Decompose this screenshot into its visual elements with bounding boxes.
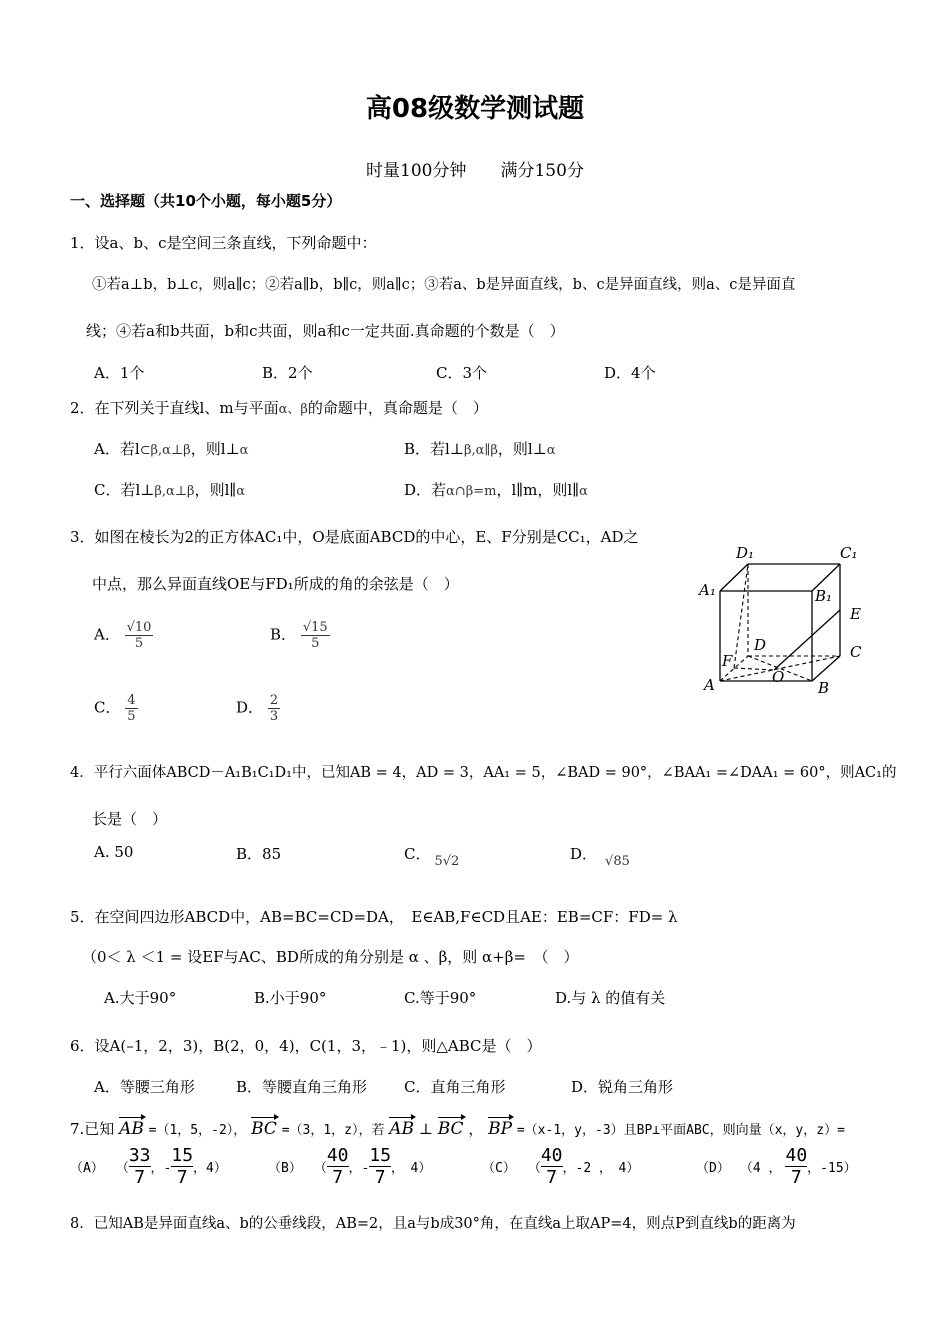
q3-option-a <box>94 620 153 651</box>
label-o: O <box>772 668 785 686</box>
q5-option-b: B.小于90° <box>254 989 327 1007</box>
q2-c-mid: ，则l∥ <box>194 481 237 499</box>
q4-line1: 4．平行六面体ABCD－A₁B₁C₁D₁中，已知AB = 4，AD = 3，AA₁ = 5，∠BAD = 90°，∠BAA₁ =∠DAA₁ = 60°，则AC₁的 <box>70 765 897 781</box>
q4-c-value: 5√2 <box>434 854 460 869</box>
q6-option-b: B．等腰直角三角形 <box>236 1078 368 1096</box>
q4-option-d <box>570 843 630 869</box>
q4-option-a: A. 50 <box>94 843 134 861</box>
q2-a-end: α <box>239 443 249 458</box>
q7-perp: ⊥ <box>418 1120 433 1138</box>
q7-option-b <box>268 1142 431 1190</box>
q7-b-end: ， 4） <box>391 1160 432 1176</box>
q3-d-fraction <box>268 693 280 724</box>
q7-d-open: （4 ， <box>739 1160 782 1176</box>
cube-figure <box>690 540 870 705</box>
q7-vec-bc-2: BC <box>437 1119 464 1139</box>
q3-a-fraction <box>125 620 154 651</box>
label-b1: B₁ <box>815 587 833 605</box>
q1-option-d: D．4个 <box>604 364 656 382</box>
page-title: 高08级数学测试题 <box>365 94 585 124</box>
q7-c-frac1 <box>541 1145 563 1188</box>
q2-a-mid: ，则l⊥ <box>190 440 240 458</box>
q3-d-num: 2 <box>269 693 279 708</box>
q2-a-pre: A．若l <box>94 440 140 458</box>
q2-option-c <box>94 479 245 500</box>
q7-b-n2: 15 <box>369 1144 392 1166</box>
q7-c-end: ，-2 ， 4） <box>562 1160 640 1176</box>
label-e: E <box>850 605 861 623</box>
q7-b-sep: ，- <box>348 1160 370 1176</box>
q2-option-a <box>94 438 248 459</box>
q7-d-end: ，-15） <box>807 1160 857 1176</box>
q7-d-n1: 40 <box>785 1144 808 1166</box>
q2-d-sym: α∩β=m <box>446 484 497 499</box>
q7-b-d1: 7 <box>332 1166 344 1188</box>
q4-option-b: B．85 <box>236 845 282 863</box>
q7-b-frac2 <box>369 1145 391 1188</box>
q7-b-frac1 <box>327 1145 349 1188</box>
q3-b-num: √15 <box>302 620 328 635</box>
q1-line2: ①若a⊥b，b⊥c，则a∥c；②若a∥b，b∥c，则a∥c；③若a、b是异面直线，b、c是异面直线，则a、c是异面直 <box>92 277 796 293</box>
q1-stem: 1．设a、b、c是空间三条直线，下列命题中： <box>70 234 377 252</box>
q7-a-end: ，4） <box>193 1160 227 1176</box>
line-o-e <box>774 610 840 670</box>
q4-line2: 长是（ ） <box>92 810 168 828</box>
q2-stem-symbols: α、β <box>278 402 308 417</box>
label-d1: D₁ <box>736 544 755 562</box>
q2-stem-text: 2．在下列关于直线l、m与平面 <box>70 399 279 417</box>
q7-c-open: （ <box>527 1160 541 1176</box>
q5-option-a: A.大于90° <box>104 989 177 1007</box>
q2-stem-tail: 的命题中，真命题是（ ） <box>307 399 488 417</box>
q2-option-d <box>404 479 588 500</box>
q5-option-c: C.等于90° <box>404 989 477 1007</box>
q7-a-n2: 15 <box>171 1144 194 1166</box>
q7-option-c <box>482 1142 639 1190</box>
q2-b-pre: B．若l⊥ <box>404 440 464 458</box>
q7-a-n1: 33 <box>128 1144 151 1166</box>
q3-d-label: D． <box>236 698 264 717</box>
q7-stem <box>70 1118 845 1139</box>
q3-option-c <box>94 693 138 724</box>
q7-vec-bp: BP <box>488 1119 513 1139</box>
q7-c-d1: 7 <box>546 1166 558 1188</box>
label-a: A <box>704 676 715 694</box>
line-f-o <box>734 668 774 670</box>
q7-t1: =（1，5，-2）， <box>148 1123 247 1138</box>
label-c: C <box>850 643 862 661</box>
q7-t3: =（x-1，y，-3）且BP⊥平面ABC，则向量（x，y，z）= <box>516 1123 845 1138</box>
q6-option-a: A．等腰三角形 <box>94 1078 195 1096</box>
q3-a-den: 5 <box>134 636 144 651</box>
q7-b-label: （B） <box>268 1160 302 1176</box>
edge-a1-d1 <box>720 564 748 591</box>
q1-option-a: A．1个 <box>94 364 145 382</box>
q3-c-fraction <box>125 693 137 724</box>
q7-d-frac1 <box>785 1145 807 1188</box>
q3-line1: 3．如图在棱长为2的正方体AC₁中，O是底面ABCD的中心，E、F分别是CC₁，AD之 <box>70 528 639 546</box>
q3-c-den: 5 <box>127 709 136 724</box>
q7-a-sep: ，- <box>150 1160 172 1176</box>
q3-option-b <box>270 620 330 651</box>
q4-option-c <box>404 843 460 869</box>
q3-c-label: C． <box>94 698 121 717</box>
q2-c-sym: β,α⊥β <box>154 484 195 499</box>
label-a1: A₁ <box>699 581 716 599</box>
q2-d-pre: D．若 <box>404 481 447 499</box>
q3-b-fraction <box>301 620 330 651</box>
label-f: F <box>722 652 733 670</box>
q3-a-num: √10 <box>126 620 152 635</box>
q4-d-value: √85 <box>605 854 630 869</box>
q2-d-mid: ，l∥m，则l∥ <box>496 481 580 499</box>
q7-option-a <box>70 1142 227 1190</box>
q8-line1: 8．已知AB是异面直线a、b的公垂线段，AB=2，且a与b成30°角，在直线a上取AP=4，则点P到直线b的距离为 <box>70 1216 796 1232</box>
q2-b-sym: β,α∥β <box>463 443 498 458</box>
q2-option-b <box>404 438 556 459</box>
q1-option-b: B．2个 <box>262 364 313 382</box>
q3-d-den: 3 <box>269 709 279 724</box>
q3-b-label: B． <box>270 625 297 644</box>
q7-b-d2: 7 <box>374 1166 386 1188</box>
q7-vec-ab-2: AB <box>389 1119 415 1139</box>
q7-vec-bc: BC <box>251 1119 277 1139</box>
edge-b-c <box>812 656 840 681</box>
q7-option-d <box>696 1142 857 1190</box>
q2-b-mid: ，则l⊥ <box>497 440 547 458</box>
q6-option-d: D．锐角三角形 <box>571 1078 674 1096</box>
q7-d-label: （D） <box>696 1160 730 1176</box>
q4-c-label: C． <box>404 845 431 863</box>
q5-line2: （0＜ λ ＜1 = 设EF与AC、BD所成的角分别是 α 、β，则 α+β= （ ） <box>82 948 579 966</box>
q7-a-frac1 <box>129 1145 151 1188</box>
label-b: B <box>818 679 830 697</box>
q7-a-d1: 7 <box>134 1166 146 1188</box>
q2-stem <box>70 397 488 418</box>
q7-pre: 7.已知 <box>70 1120 115 1138</box>
q5-line1: 5．在空间四边形ABCD中，AB=BC=CD=DA， E∈AB,F∈CD且AE：EB=CF：FD= λ <box>70 908 678 926</box>
q3-c-num: 4 <box>127 693 136 708</box>
label-d: D <box>754 636 767 654</box>
q7-c-n1: 40 <box>540 1144 563 1166</box>
q7-b-n1: 40 <box>326 1144 349 1166</box>
q7-a-frac2 <box>171 1145 193 1188</box>
q6-line1: 6．设A(–1，2，3)，B(2，0，4)，C(1，3，﹣1)，则△ABC是（ ） <box>70 1037 542 1055</box>
q2-b-end: α <box>546 443 556 458</box>
q3-b-den: 5 <box>311 636 320 651</box>
q3-line2: 中点，那么异面直线OE与FD₁所成的角的余弦是（ ） <box>92 575 459 593</box>
label-c1: C₁ <box>840 544 858 562</box>
q7-t2: =（3，1，z），若 <box>281 1123 385 1138</box>
q7-comma: ， <box>468 1120 484 1138</box>
section-heading: 一、选择题（共10个小题，每小题5分） <box>70 192 342 210</box>
q2-c-pre: C．若l⊥ <box>94 481 155 499</box>
q7-c-label: （C） <box>482 1160 516 1176</box>
q6-option-c: C．直角三角形 <box>404 1078 506 1096</box>
q7-a-d2: 7 <box>176 1166 188 1188</box>
q7-d-d1: 7 <box>790 1166 802 1188</box>
q5-option-d: D.与 λ 的值有关 <box>555 989 666 1007</box>
q2-a-sym: ⊂β,α⊥β <box>139 443 191 458</box>
q2-d-end: α <box>579 484 588 499</box>
q7-vec-ab: AB <box>119 1119 144 1139</box>
q2-c-end: α <box>236 484 246 499</box>
line-f-d1 <box>734 564 748 668</box>
page-subtitle: 时量100分钟 满分150分 <box>366 161 584 181</box>
q3-option-d <box>236 693 280 724</box>
q7-b-open: （ <box>313 1160 327 1176</box>
q1-line3: 线；④若a和b共面，b和c共面，则a和c一定共面.真命题的个数是（ ） <box>86 322 565 340</box>
q4-d-label: D． <box>570 845 598 863</box>
q7-a-open: （ <box>115 1160 129 1176</box>
q1-option-c: C．3个 <box>436 364 488 382</box>
q7-a-label: （A） <box>70 1160 104 1176</box>
q3-a-label: A． <box>94 625 120 644</box>
